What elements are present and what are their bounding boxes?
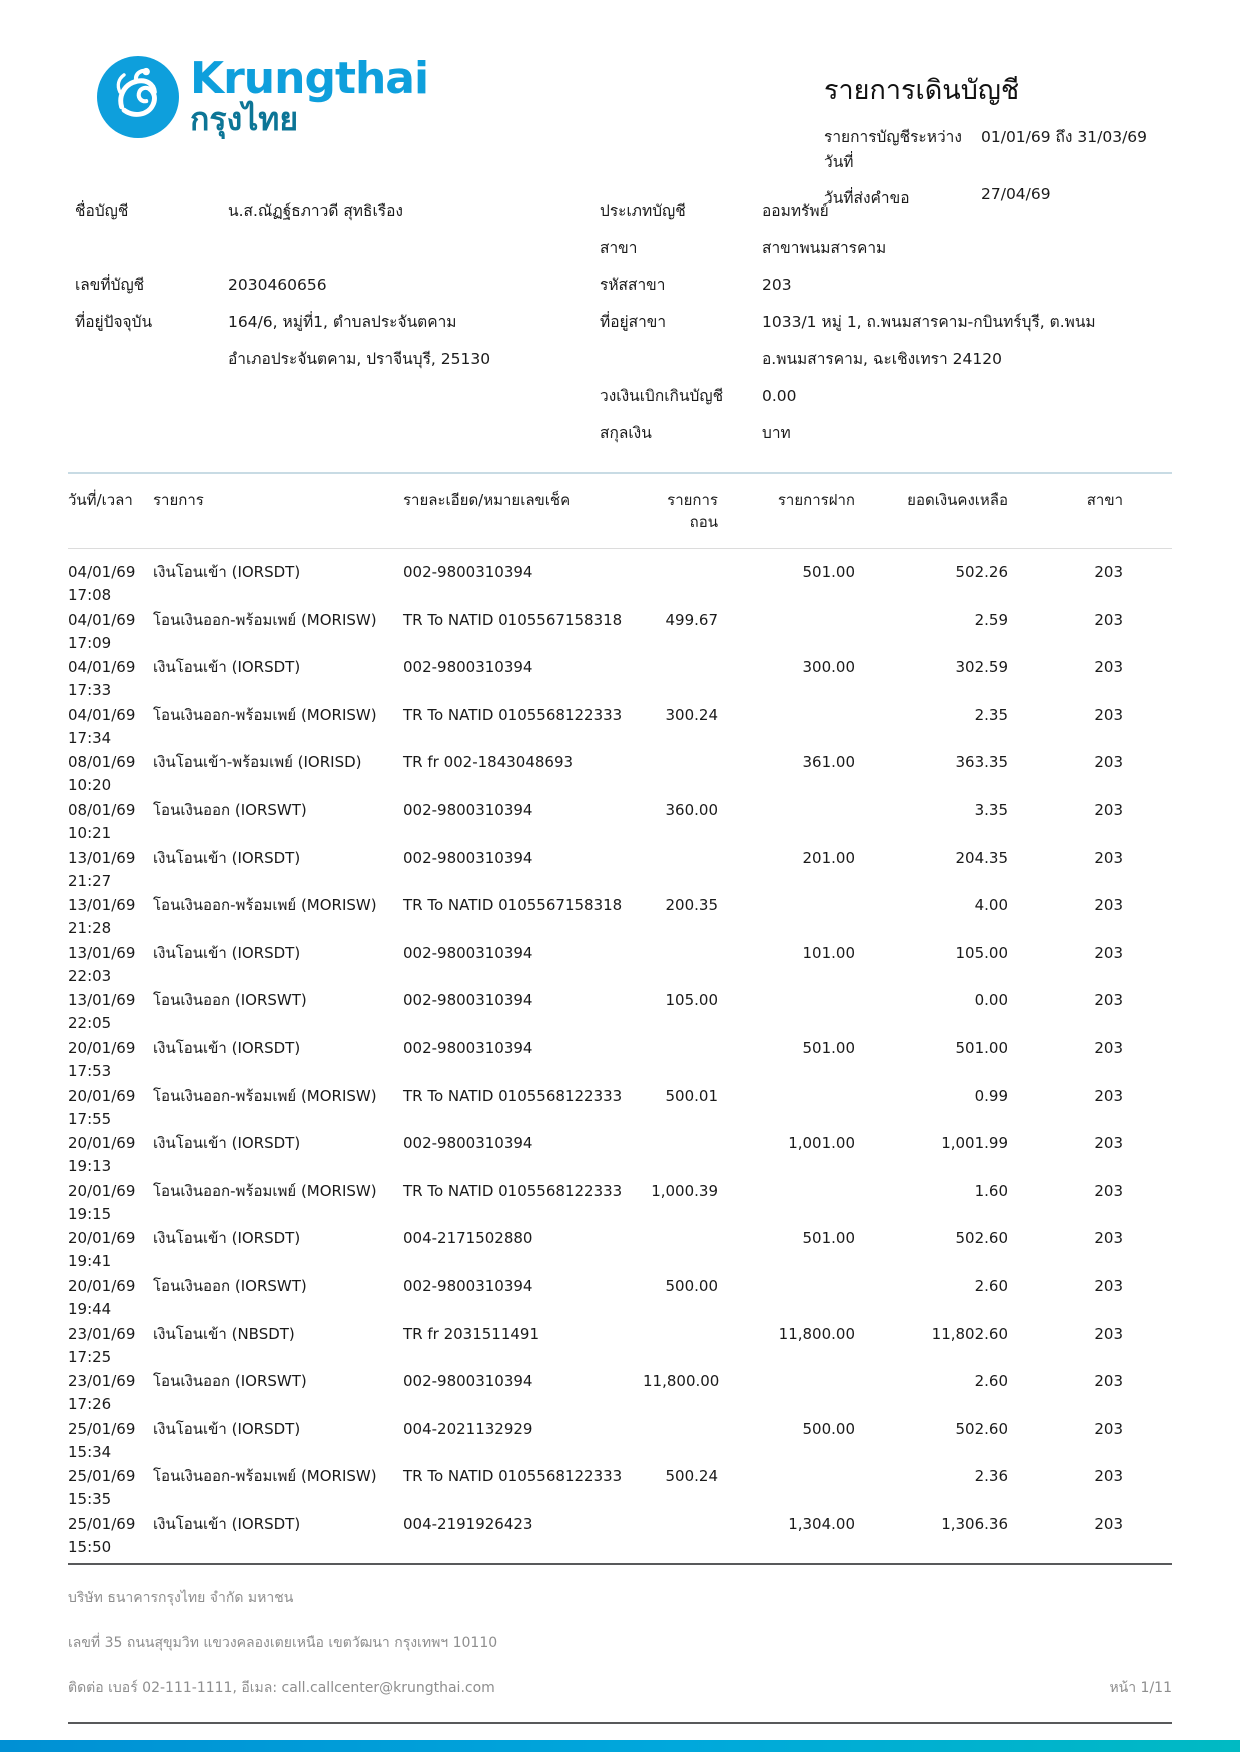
txn-balance: 2.60: [974, 1372, 1008, 1391]
txn-detail: 002-9800310394: [403, 1372, 533, 1391]
table-row: [68, 1370, 1172, 1418]
txn-time: 21:27: [68, 871, 112, 890]
txn-time: 17:09: [68, 633, 112, 652]
txn-time: 17:33: [68, 681, 112, 700]
statement-period-row: [824, 124, 1172, 174]
txn-date: 08/01/69: [68, 800, 136, 819]
txn-date: 13/01/69: [68, 896, 136, 915]
txn-date-time: [68, 1180, 153, 1226]
txn-date-time: [68, 609, 153, 655]
txn-branch: 203: [1094, 1514, 1123, 1533]
txn-withdrawal: 300.24: [665, 705, 718, 724]
page-number: หน้า 1/11: [1109, 1680, 1172, 1696]
table-row: [68, 894, 1172, 942]
txn-time: 19:13: [68, 1157, 112, 1176]
txn-branch: 203: [1094, 800, 1123, 819]
txn-date-time: [68, 1275, 153, 1321]
txn-date: 04/01/69: [68, 658, 136, 677]
txn-balance: 3.35: [974, 800, 1008, 819]
txn-time: 10:21: [68, 823, 112, 842]
txn-date-time: [68, 1465, 153, 1511]
txn-time: 17:34: [68, 728, 112, 747]
footer-company-line: บริษัท ธนาคารกรุงไทย จำกัด มหาชน: [68, 1590, 294, 1606]
transactions-table: [68, 472, 1172, 1560]
txn-withdrawal: 200.35: [665, 896, 718, 915]
txn-deposit: 11,800.00: [778, 1324, 855, 1343]
txn-deposit: 501.00: [802, 563, 855, 581]
txn-deposit: 1,001.00: [788, 1134, 855, 1153]
txn-date-time: [68, 1323, 153, 1369]
table-row: [68, 989, 1172, 1037]
table-row: [68, 1180, 1172, 1228]
txn-balance: 2.35: [974, 705, 1008, 724]
txn-date-time: [68, 847, 153, 893]
txn-balance: 4.00: [974, 896, 1008, 915]
txn-description: เงินโอนเข้า (IORSDT): [153, 1419, 301, 1438]
txn-date-time: [68, 1513, 153, 1559]
txn-detail: 004-2021132929: [403, 1419, 533, 1438]
txn-branch: 203: [1094, 1229, 1123, 1248]
request-date-label: วันที่ส่งคำขอ: [824, 189, 910, 207]
txn-withdrawal: 500.00: [665, 1276, 718, 1295]
txn-balance: 302.59: [955, 658, 1008, 677]
txn-description: เงินโอนเข้า (IORSDT): [153, 658, 301, 677]
txn-branch: 203: [1094, 1419, 1123, 1438]
account-value: 2030460656: [228, 275, 327, 294]
txn-description: โอนเงินออก-พร้อมเพย์ (MORISW): [153, 610, 377, 629]
txn-balance: 105.00: [955, 943, 1008, 962]
txn-withdrawal: 360.00: [665, 800, 718, 819]
account-value: น.ส.ณัฏฐ์ธภาวดี สุทธิเรือง: [228, 202, 403, 220]
account-label: ที่อยู่ปัจจุบัน: [75, 313, 153, 331]
txn-deposit: 500.00: [802, 1419, 855, 1438]
account-row: [68, 229, 1172, 266]
txn-deposit: 501.00: [802, 1229, 855, 1248]
account-value: บาท: [762, 424, 791, 442]
txn-time: 17:25: [68, 1347, 112, 1366]
txn-date: 13/01/69: [68, 848, 136, 867]
txn-date-time: [68, 1370, 153, 1416]
txn-detail: 002-9800310394: [403, 1134, 533, 1153]
account-label: สาขา: [600, 239, 638, 257]
txn-date: 20/01/69: [68, 1229, 136, 1248]
txn-balance: 1,001.99: [941, 1134, 1008, 1153]
txn-detail: TR To NATID 0105568122333: [403, 1086, 623, 1105]
txn-time: 17:53: [68, 1061, 112, 1080]
column-header-description: รายการ: [153, 491, 204, 509]
txn-branch: 203: [1094, 1181, 1123, 1200]
txn-balance: 11,802.60: [931, 1324, 1008, 1343]
brand-wordmark: [190, 53, 429, 139]
txn-branch: 203: [1094, 1086, 1123, 1105]
txn-description: โอนเงินออก (IORSWT): [153, 800, 307, 819]
txn-withdrawal: 500.24: [665, 1467, 718, 1486]
txn-time: 21:28: [68, 919, 112, 938]
account-label: ประเภทบัญชี: [600, 202, 686, 220]
vayupak-bird-icon: [97, 56, 179, 138]
table-row: [68, 1275, 1172, 1323]
column-header-withdrawal: รายการถอน: [667, 491, 718, 531]
txn-date: 20/01/69: [68, 1181, 136, 1200]
txn-detail: TR fr 002-1843048693: [403, 753, 574, 772]
txn-description: โอนเงินออก (IORSWT): [153, 1276, 307, 1295]
txn-date: 25/01/69: [68, 1419, 136, 1438]
txn-detail: 002-9800310394: [403, 848, 533, 867]
txn-date-time: [68, 989, 153, 1035]
table-row: [68, 1132, 1172, 1180]
table-row: [68, 609, 1172, 657]
txn-date: 13/01/69: [68, 943, 136, 962]
txn-branch: 203: [1094, 1372, 1123, 1391]
txn-description: เงินโอนเข้า (IORSDT): [153, 563, 301, 581]
txn-withdrawal: 499.67: [665, 610, 718, 629]
txn-description: เงินโอนเข้า (IORSDT): [153, 1038, 301, 1057]
table-row: [68, 1323, 1172, 1371]
column-header-balance: ยอดเงินคงเหลือ: [907, 491, 1008, 509]
column-header-detail: รายละเอียด/หมายเลขเช็ค: [403, 491, 571, 509]
txn-description: เงินโอนเข้า-พร้อมเพย์ (IORISD): [153, 753, 362, 772]
brand-name-th: กรุงไทย: [190, 100, 299, 139]
txn-branch: 203: [1094, 1324, 1123, 1343]
txn-balance: 0.99: [974, 1086, 1008, 1105]
account-label: เลขที่บัญชี: [75, 276, 145, 294]
account-value: 164/6, หมู่ที่1, ตำบลประจันตคาม: [228, 313, 457, 331]
txn-date: 20/01/69: [68, 1276, 136, 1295]
txn-description: เงินโอนเข้า (IORSDT): [153, 1514, 301, 1533]
txn-date: 23/01/69: [68, 1324, 136, 1343]
txn-balance: 2.36: [974, 1467, 1008, 1486]
txn-time: 19:44: [68, 1299, 112, 1318]
txn-description: โอนเงินออก-พร้อมเพย์ (MORISW): [153, 896, 377, 915]
txn-date: 04/01/69: [68, 610, 136, 629]
krungthai-logo: [97, 53, 429, 139]
txn-balance: 2.59: [974, 610, 1008, 629]
txn-time: 15:35: [68, 1490, 112, 1509]
account-row: [68, 303, 1172, 340]
txn-date-time: [68, 704, 153, 750]
txn-branch: 203: [1094, 991, 1123, 1010]
table-row: [68, 1418, 1172, 1466]
txn-time: 22:05: [68, 1014, 112, 1033]
txn-balance: 502.60: [955, 1229, 1008, 1248]
account-value: 1033/1 หมู่ 1, ถ.พนมสารคาม-กบินทร์บุรี, ต.พนม: [762, 313, 1096, 331]
txn-balance: 502.26: [955, 563, 1008, 581]
account-label: วงเงินเบิกเกินบัญชี: [600, 387, 724, 405]
txn-description: โอนเงินออก-พร้อมเพย์ (MORISW): [153, 1086, 377, 1105]
txn-time: 22:03: [68, 966, 112, 985]
footer-contact-line: ติดต่อ เบอร์ 02-111-1111, อีเมล: call.callcenter@krungthai.com: [68, 1680, 495, 1696]
txn-description: โอนเงินออก-พร้อมเพย์ (MORISW): [153, 705, 377, 724]
txn-time: 19:15: [68, 1204, 112, 1223]
period-value: 01/01/69 ถึง 31/03/69: [981, 128, 1148, 146]
txn-time: 10:20: [68, 776, 112, 795]
table-row: [68, 847, 1172, 895]
txn-date: 13/01/69: [68, 991, 136, 1010]
txn-detail: TR To NATID 0105567158318: [403, 896, 623, 915]
txn-date: 20/01/69: [68, 1134, 136, 1153]
account-value: อำเภอประจันตคาม, ปราจีนบุรี, 25130: [228, 350, 491, 368]
txn-description: เงินโอนเข้า (IORSDT): [153, 848, 301, 867]
txn-balance: 501.00: [955, 1038, 1008, 1057]
table-row: [68, 561, 1172, 609]
txn-detail: 004-2191926423: [403, 1514, 533, 1533]
account-row: [68, 414, 1172, 451]
txn-withdrawal: 105.00: [665, 991, 718, 1010]
txn-detail: TR To NATID 0105567158318: [403, 610, 623, 629]
account-label: ชื่อบัญชี: [75, 202, 129, 220]
txn-detail: 002-9800310394: [403, 800, 533, 819]
account-value: อ.พนมสารคาม, ฉะเชิงเทรา 24120: [762, 350, 1002, 368]
txn-branch: 203: [1094, 1276, 1123, 1295]
txn-branch: 203: [1094, 848, 1123, 867]
txn-date-time: [68, 942, 153, 988]
txn-detail: 004-2171502880: [403, 1229, 533, 1248]
account-value: สาขาพนมสารคาม: [762, 239, 887, 257]
txn-date: 25/01/69: [68, 1514, 136, 1533]
txn-date-time: [68, 1227, 153, 1273]
table-body: [68, 549, 1172, 1560]
txn-branch: 203: [1094, 753, 1123, 772]
table-header-row: [68, 472, 1172, 549]
table-row: [68, 1037, 1172, 1085]
txn-balance: 1,306.36: [941, 1514, 1008, 1533]
txn-date: 23/01/69: [68, 1372, 136, 1391]
column-header-deposit: รายการฝาก: [777, 491, 855, 509]
txn-deposit: 101.00: [802, 943, 855, 962]
txn-time: 19:41: [68, 1252, 112, 1271]
txn-time: 17:08: [68, 586, 112, 604]
account-value: ออมทรัพย์: [762, 202, 829, 220]
txn-description: โอนเงินออก (IORSWT): [153, 991, 307, 1010]
txn-deposit: 1,304.00: [788, 1514, 855, 1533]
txn-withdrawal: 500.01: [665, 1086, 718, 1105]
table-row: [68, 1227, 1172, 1275]
txn-withdrawal: 11,800.00: [643, 1372, 720, 1391]
txn-date-time: [68, 656, 153, 702]
txn-branch: 203: [1094, 1038, 1123, 1057]
txn-time: 15:34: [68, 1442, 112, 1461]
txn-date-time: [68, 1085, 153, 1131]
txn-date-time: [68, 1132, 153, 1178]
txn-branch: 203: [1094, 658, 1123, 677]
txn-description: เงินโอนเข้า (IORSDT): [153, 1134, 301, 1153]
txn-time: 15:50: [68, 1537, 112, 1556]
txn-detail: TR To NATID 0105568122333: [403, 1181, 623, 1200]
txn-date-time: [68, 751, 153, 797]
txn-balance: 1.60: [974, 1181, 1008, 1200]
txn-balance: 502.60: [955, 1419, 1008, 1438]
period-label: รายการบัญชีระหว่างวันที่: [824, 128, 962, 171]
table-row: [68, 1465, 1172, 1513]
txn-date: 20/01/69: [68, 1086, 136, 1105]
txn-detail: 002-9800310394: [403, 1038, 533, 1057]
txn-branch: 203: [1094, 943, 1123, 962]
column-header-date: วันที่/เวลา: [68, 491, 133, 509]
txn-date-time: [68, 799, 153, 845]
txn-date-time: [68, 1037, 153, 1083]
txn-date-time: [68, 561, 153, 607]
txn-branch: 203: [1094, 705, 1123, 724]
txn-detail: 002-9800310394: [403, 943, 533, 962]
txn-withdrawal: 1,000.39: [651, 1181, 718, 1200]
table-row: [68, 704, 1172, 752]
txn-detail: 002-9800310394: [403, 991, 533, 1010]
txn-description: เงินโอนเข้า (IORSDT): [153, 943, 301, 962]
account-row: [68, 340, 1172, 377]
txn-date: 20/01/69: [68, 1038, 136, 1057]
account-info-section: [68, 192, 1172, 451]
table-row: [68, 942, 1172, 990]
footer-contact-row: [68, 1679, 1172, 1698]
txn-deposit: 201.00: [802, 848, 855, 867]
table-row: [68, 799, 1172, 847]
account-value: 203: [762, 275, 792, 294]
txn-date: 08/01/69: [68, 753, 136, 772]
table-row: [68, 1513, 1172, 1561]
page-title: รายการเดินบัญชี: [824, 75, 1020, 106]
statement-footer: [68, 1563, 1172, 1724]
txn-detail: TR To NATID 0105568122333: [403, 705, 623, 724]
txn-description: เงินโอนเข้า (NBSDT): [153, 1324, 295, 1343]
txn-time: 17:26: [68, 1395, 112, 1414]
txn-branch: 203: [1094, 610, 1123, 629]
txn-date: 25/01/69: [68, 1467, 136, 1486]
txn-detail: TR To NATID 0105568122333: [403, 1467, 623, 1486]
txn-branch: 203: [1094, 896, 1123, 915]
column-header-branch: สาขา: [1086, 491, 1123, 509]
txn-detail: TR fr 2031511491: [403, 1324, 540, 1343]
txn-detail: 002-9800310394: [403, 563, 533, 581]
txn-description: โอนเงินออก-พร้อมเพย์ (MORISW): [153, 1181, 377, 1200]
txn-deposit: 501.00: [802, 1038, 855, 1057]
txn-date: 04/01/69: [68, 563, 136, 581]
statement-header: [68, 53, 1172, 207]
txn-description: โอนเงินออก-พร้อมเพย์ (MORISW): [153, 1467, 377, 1486]
request-date-value: 27/04/69: [981, 185, 1051, 203]
txn-balance: 2.60: [974, 1276, 1008, 1295]
txn-balance: 363.35: [955, 753, 1008, 772]
txn-description: เงินโอนเข้า (IORSDT): [153, 1229, 301, 1248]
txn-balance: 0.00: [974, 991, 1008, 1010]
table-row: [68, 656, 1172, 704]
account-label: สกุลเงิน: [600, 424, 652, 442]
title-block: [824, 56, 1172, 221]
footer-address-line: เลขที่ 35 ถนนสุขุมวิท แขวงคลองเตยเหนือ เขตวัฒนา กรุงเทพฯ 10110: [68, 1635, 498, 1651]
table-row: [68, 1085, 1172, 1133]
txn-description: โอนเงินออก (IORSWT): [153, 1372, 307, 1391]
bottom-accent-bar: [0, 1740, 1240, 1752]
txn-branch: 203: [1094, 563, 1123, 581]
txn-branch: 203: [1094, 1134, 1123, 1153]
brand-name-en: Krungthai: [190, 53, 429, 105]
table-row: [68, 751, 1172, 799]
account-row: [68, 266, 1172, 303]
txn-deposit: 361.00: [802, 753, 855, 772]
account-row: [68, 377, 1172, 414]
account-row: [68, 192, 1172, 229]
txn-date: 04/01/69: [68, 705, 136, 724]
txn-branch: 203: [1094, 1467, 1123, 1486]
account-value: 0.00: [762, 386, 797, 405]
txn-detail: 002-9800310394: [403, 1276, 533, 1295]
account-label: รหัสสาขา: [600, 276, 666, 294]
txn-time: 17:55: [68, 1109, 112, 1128]
txn-date-time: [68, 1418, 153, 1464]
account-label: ที่อยู่สาขา: [600, 313, 667, 331]
txn-balance: 204.35: [955, 848, 1008, 867]
txn-detail: 002-9800310394: [403, 658, 533, 677]
txn-deposit: 300.00: [802, 658, 855, 677]
txn-date-time: [68, 894, 153, 940]
